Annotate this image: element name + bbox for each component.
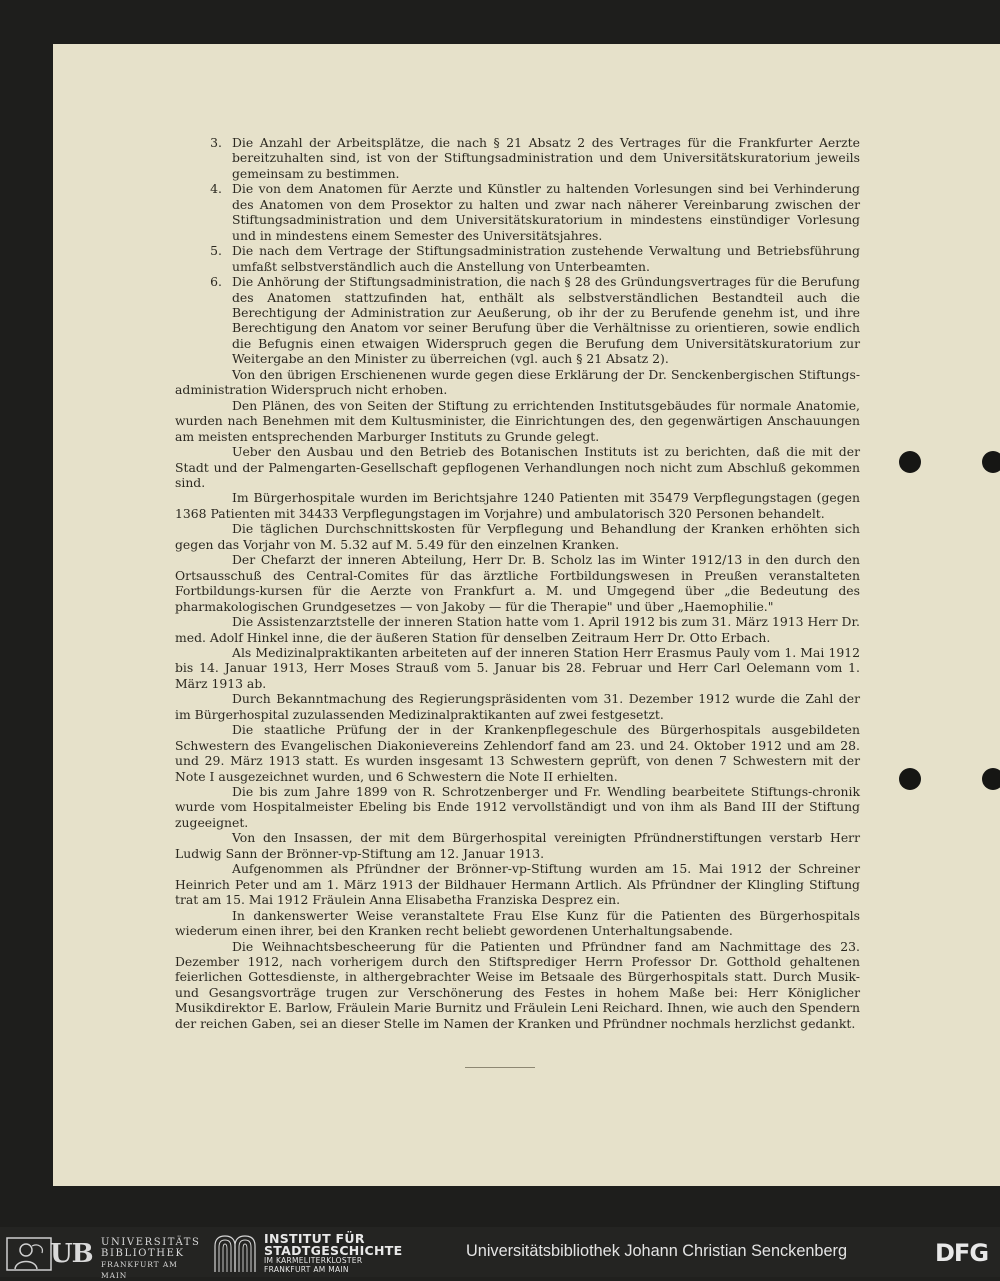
isg-line-1: INSTITUT FÜR	[264, 1231, 365, 1246]
footer-bar	[0, 1227, 1000, 1280]
dfg-letters: DFG	[935, 1239, 989, 1266]
item-number: 3.	[210, 135, 222, 150]
item-text: Die Anzahl der Arbeitsplätze, die nach § 21 Absatz 2 des Vertrages für die Frankfurter Aerzte bereitzuhalten sind, ist von der Stiftungsadministration und dem Universitätskuratorium jeweils gemeinsam zu bestimmen.	[232, 135, 860, 181]
numbered-item	[175, 181, 860, 243]
ub-line-1: UNIVERSITÄTS	[101, 1237, 201, 1248]
punch-hole-upper-right	[982, 451, 1000, 473]
numbered-item	[175, 243, 860, 274]
paragraph-intern-count: Durch Bekanntmachung des Regierungspräsidenten vom 31. Dezember 1912 wurde die Zahl der im Bürgerhospital zuzulassenden Medizinalpraktikanten auf zwei festgesetzt.	[175, 691, 860, 722]
paragraph-medical-interns: Als Medizinalpraktikanten arbeiteten auf der inneren Station Herr Erasmus Pauly vom 1. Mai 1912 bis 14. Januar 1913, Herr Moses Strauß vom 5. Januar bis 28. Februar und Herr Carl Oelemann vom 1. März 1913 ab.	[175, 644, 860, 691]
isg-line-2: STADTGESCHICHTE	[264, 1243, 403, 1258]
ub-text	[101, 1237, 206, 1281]
dfg-logo[interactable]	[935, 1238, 993, 1266]
item-text: Die nach dem Vertrage der Stiftungsadministration zustehende Verwaltung und Betriebsführung umfaßt selbstverständlich auch die Anstellung von Unterbeamten.	[232, 243, 860, 274]
punch-hole-lower-left	[899, 768, 921, 790]
paragraph-nursing-exam: Die staatliche Prüfung der in der Krankenpflegeschule des Bürgerhospitals ausgebildeten Schwestern des Evangelischen Diakonievereins Zehlendorf fand am 23. und 24. Oktober 1912 und am 28. und 29. März 1913 statt. Es wurden insgesamt 13 Schwestern geprüft, von denen 7 Schwestern mit der Note I ausgezeichnet wurden, und 6 Schwestern die Note II erhielten.	[175, 722, 860, 784]
document-text	[175, 135, 860, 1031]
punch-hole-lower-right	[982, 768, 1000, 790]
ub-portrait-icon	[6, 1237, 52, 1271]
isg-line-4: FRANKFURT AM MAIN	[264, 1264, 349, 1274]
item-text: Die Anhörung der Stiftungsadministration, die nach § 28 des Gründungsvertrages für die Berufung des Anatomen stattzufinden hat, enthält als selbstverständlichen Bestandteil auch die Berechtigung der Administration zur Aeußerung, ob ihr der zu Berufende genehm ist, und ihre Berechtigung den Anatom vor seiner Berufung über die Verhältnisse zu orientieren, sowie endlich die Befugnis einen etwaigen Widerspruch gegen die Berufung dem Universitätskuratorium zur Weitergabe an den Minister zu überreichen (vgl. auch § 21 Absatz 2).	[232, 274, 860, 367]
dfg-logo-icon	[935, 1238, 993, 1266]
ub-line-2: BIBLIOTHEK	[101, 1248, 185, 1259]
item-number: 6.	[210, 274, 222, 290]
item-number: 5.	[210, 243, 222, 259]
paragraph-patient-statistics: Im Bürgerhospitale wurden im Berichtsjahre 1240 Patienten mit 35479 Verpflegungstagen (gegen 1368 Patienten mit 34433 Verpflegungstagen im Vorjahre) und ambulatorisch 320 Personen behandelt.	[175, 490, 860, 521]
paragraph-daily-costs: Die täglichen Durchschnittskosten für Verpflegung und Behandlung der Kranken erhöhten sich gegen das Vorjahr von M. 5.32 auf M. 5.49 für den einzelnen Kranken.	[175, 521, 860, 552]
paragraph-anatomy-building: Den Plänen, des von Seiten der Stiftung zu errichtenden Institutsgebäudes für normale Anatomie, wurden nach Benehmen mit dem Kultusminister, die Einrichtungen des, den gegenwärtigen Anschauungen am meisten entsprechenden Marburger Instituts zu Grunde gelegt.	[175, 397, 860, 444]
paragraph-objection: Von den übrigen Erschienenen wurde gegen diese Erklärung der Dr. Senckenbergischen Stiftungs-administration Widerspruch nicht erhoben.	[175, 366, 860, 398]
isg-text	[264, 1233, 402, 1274]
item-number: 4.	[210, 181, 222, 197]
paragraph-entertainment-evening: In dankenswerter Weise veranstaltete Frau Else Kunz für die Patienten des Bürgerhospitals wiederum einen ihrer, bei den Kranken recht beliebt gewordenen Unterhaltungsabende.	[175, 907, 860, 939]
ub-line-3: FRANKFURT AM MAIN	[101, 1260, 178, 1280]
punch-hole-upper-left	[899, 451, 921, 473]
paragraph-foundation-chronicle: Die bis zum Jahre 1899 von R. Schrotzenberger und Fr. Wendling bearbeitete Stiftungs-chronik wurde vom Hospitalmeister Ebeling bis Ende 1912 vervollständigt und von ihm als Band III der Stiftung zugeeignet.	[175, 784, 860, 830]
ub-letters: UB	[50, 1239, 93, 1269]
numbered-item	[175, 274, 860, 367]
paragraph-botanical-institute: Ueber den Ausbau und den Betrieb des Botanischen Instituts ist zu berichten, daß die mit der Stadt und der Palmengarten-Gesellschaft gepflogenen Verhandlungen noch nicht zum Abschluß gekommen sind.	[175, 444, 860, 490]
numbered-item	[175, 135, 860, 181]
isg-logo[interactable]	[213, 1233, 403, 1273]
paragraph-admitted-residents: Aufgenommen als Pfründner der Brönner-vp-Stiftung wurden am 15. Mai 1912 der Schreiner Heinrich Peter und am 1. März 1913 der Bildhauer Hermann Artlich. Als Pfründner der Klingling Stiftung trat am 15. Mai 1912 Fräulein Anna Elisabetha Franziska Desprez ein.	[175, 861, 860, 908]
item-text: Die von dem Anatomen für Aerzte und Künstler zu haltenden Vorlesungen sind bei Verhinderung des Anatomen von dem Prosektor zu halten und zwar nach näherer Vereinbarung zwischen der Stiftungsadministration und dem Universitätskuratorium in mindestens einstündiger Vorlesung und in mindestens einem Semester des Universitätsjahres.	[232, 181, 860, 243]
isg-line-3: IM KARMELITERKLOSTER	[264, 1256, 363, 1265]
isg-arches-icon	[213, 1234, 257, 1272]
paragraph-assistant-physicians: Die Assistenzarztstelle der inneren Station hatte vom 1. April 1912 bis zum 31. März 1913 Herr Dr. med. Adolf Hinkel inne, die der äußeren Station für denselben Zeitraum Herr Dr. Otto Erbach.	[175, 614, 860, 645]
ub-logo[interactable]	[6, 1235, 206, 1280]
paragraph-deceased-resident: Von den Insassen, der mit dem Bürgerhospital vereinigten Pfründnerstiftungen verstarb Herr Ludwig Sann der Brönner-vp-Stiftung am 12. Januar 1913.	[175, 830, 860, 861]
paragraph-chief-physician: Der Chefarzt der inneren Abteilung, Herr Dr. B. Scholz las im Winter 1912/13 in den durch den Ortsausschuß des Central-Comites für das ärztliche Fortbildungswesen in Preußen veranstalteten Fortbildungs-kursen für die Aerzte von Frankfurt a. M. und Umgegend über „die Bedeutung des pharmakologischen Grundgesetzes — von Jakoby — für die Therapie" und über „Haemophilie."	[175, 552, 860, 614]
end-rule	[465, 1067, 535, 1068]
library-title-link[interactable]: Universitätsbibliothek Johann Christian Senckenberg	[466, 1242, 848, 1260]
paragraph-christmas-celebration: Die Weihnachtsbescheerung für die Patienten und Pfründner fand am Nachmittage des 23. Dezember 1912, nach vorherigem durch den Stiftsprediger Herrn Professor Dr. Gotthold gehaltenen feierlichen Gottesdienste, in althergebrachter Weise im Betsaale des Bürgerhospitals statt. Durch Musik- und Gesangsvorträge trugen zur Verschönerung des Festes in hohem Maße bei: Herr Königlicher Musikdirektor E. Barlow, Fräulein Marie Burnitz und Fräulein Leni Reichard. Ihnen, wie auch den Spendern der reichen Gaben, sei an dieser Stelle im Namen der Kranken und Pfründner nochmals herzlichst gedankt.	[175, 938, 860, 1031]
